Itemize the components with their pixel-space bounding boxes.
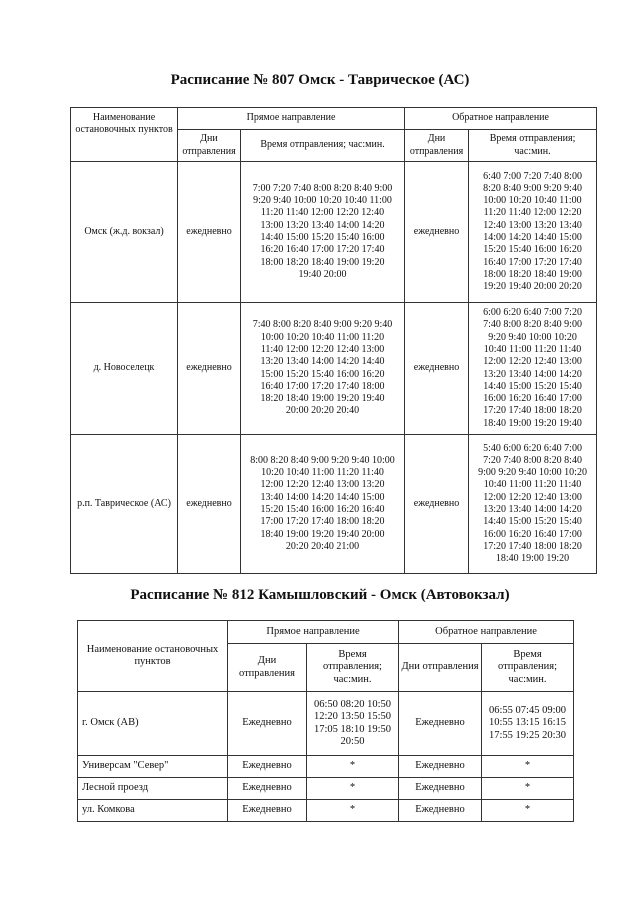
- forward-times: *: [307, 800, 399, 822]
- header-forward-time: Время отправления; час:мин.: [307, 644, 399, 692]
- stop-name: Лесной проезд: [78, 778, 228, 800]
- table-row: [71, 435, 597, 574]
- forward-days: Ежедневно: [228, 756, 307, 778]
- backward-days: ежедневно: [405, 435, 469, 574]
- schedule-807-title: Расписание № 807 Омск - Таврическое (АС): [170, 72, 470, 88]
- forward-days: ежедневно: [178, 162, 241, 303]
- forward-days: ежедневно: [178, 303, 241, 435]
- backward-days: Ежедневно: [399, 692, 482, 756]
- header-forward: Прямое направление: [228, 621, 399, 644]
- forward-days: Ежедневно: [228, 692, 307, 756]
- header-stop-names: Наименование остановочных пунктов: [71, 108, 178, 162]
- backward-times: *: [482, 778, 574, 800]
- header-backward-days: Дни отправления: [399, 644, 482, 692]
- header-backward: Обратное направление: [399, 621, 574, 644]
- backward-times: *: [482, 756, 574, 778]
- table-row: [71, 162, 597, 303]
- backward-days: Ежедневно: [399, 800, 482, 822]
- backward-days: ежедневно: [405, 162, 469, 303]
- stop-name: Омск (ж.д. вокзал): [71, 162, 178, 303]
- forward-times: *: [307, 778, 399, 800]
- backward-times: 6:00 6:20 6:40 7:00 7:20 7:40 8:00 8:20 8:40 9:00 9:20 9:40 10:00 10:20 10:40 11:00 11:20 11:40 12:00 12:20 12:40 13:00 13:20 13:40 14:00 14:20 14:40 15:00 15:20 15:40 16:00 16:20 16:40 17:00 17:20 17:40 18:00 18:20 18:40 19:00 19:20 19:40: [469, 303, 597, 435]
- stop-name: ул. Комкова: [78, 800, 228, 822]
- table-row: [71, 303, 597, 435]
- backward-times: 06:55 07:45 09:00 10:55 13:15 16:15 17:55 19:25 20:30: [482, 692, 574, 756]
- table-row: [78, 778, 574, 800]
- schedule-812-table: [77, 620, 574, 822]
- schedule-812-title: Расписание № 812 Камышловский - Омск (Автовокзал): [130, 587, 510, 603]
- forward-times: 8:00 8:20 8:40 9:00 9:20 9:40 10:00 10:20 10:40 11:00 11:20 11:40 12:00 12:20 12:40 13:00 13:20 13:40 14:00 14:20 14:40 15:00 15:20 15:40 16:00 16:20 16:40 17:00 17:20 17:40 18:00 18:20 18:40 19:00 19:20 19:40 20:00 20:20 20:40 21:00: [241, 435, 405, 574]
- backward-times: 6:40 7:00 7:20 7:40 8:00 8:20 8:40 9:00 9:20 9:40 10:00 10:20 10:40 11:00 11:20 11:40 12:00 12:20 12:40 13:00 13:20 13:40 14:00 14:20 14:40 15:00 15:20 15:40 16:00 16:20 16:40 17:00 17:20 17:40 18:00 18:20 18:40 19:00 19:20 19:40 20:00 20:20: [469, 162, 597, 303]
- backward-days: Ежедневно: [399, 778, 482, 800]
- header-forward-days: Дни отправления: [178, 130, 241, 162]
- schedule-807-table: [70, 107, 597, 574]
- table-row: [78, 800, 574, 822]
- stop-name: Универсам "Север": [78, 756, 228, 778]
- forward-times: 7:00 7:20 7:40 8:00 8:20 8:40 9:00 9:20 9:40 10:00 10:20 10:40 11:00 11:20 11:40 12:00 12:20 12:40 13:00 13:20 13:40 14:00 14:20 14:40 15:00 15:20 15:40 16:00 16:20 16:40 17:00 17:20 17:40 18:00 18:20 18:40 19:00 19:20 19:40 20:00: [241, 162, 405, 303]
- backward-times: 5:40 6:00 6:20 6:40 7:00 7:20 7:40 8:00 8:20 8:40 9:00 9:20 9:40 10:00 10:20 10:40 11:00 11:20 11:40 12:00 12:20 12:40 13:00 13:20 13:40 14:00 14:20 14:40 15:00 15:20 15:40 16:00 16:20 16:40 17:00 17:20 17:40 18:00 18:20 18:40 19:00 19:20: [469, 435, 597, 574]
- table-row: [78, 692, 574, 756]
- header-backward-time: Время отправления; час:мин.: [469, 130, 597, 162]
- header-backward-days: Дни отправления: [405, 130, 469, 162]
- stop-name: г. Омск (АВ): [78, 692, 228, 756]
- backward-days: ежедневно: [405, 303, 469, 435]
- header-backward-time: Время отправления; час:мин.: [482, 644, 574, 692]
- table-row: [78, 756, 574, 778]
- forward-times: 7:40 8:00 8:20 8:40 9:00 9:20 9:40 10:00 10:20 10:40 11:00 11:20 11:40 12:00 12:20 12:40 13:00 13:20 13:40 14:00 14:20 14:40 15:00 15:20 15:40 16:00 16:20 16:40 17:00 17:20 17:40 18:00 18:20 18:40 19:00 19:20 19:40 20:00 20:20 20:40: [241, 303, 405, 435]
- forward-times: 06:50 08:20 10:50 12:20 13:50 15:50 17:05 18:10 19:50 20:50: [307, 692, 399, 756]
- stop-name: р.п. Таврическое (АС): [71, 435, 178, 574]
- backward-times: *: [482, 800, 574, 822]
- header-forward-time: Время отправления; час:мин.: [241, 130, 405, 162]
- forward-times: *: [307, 756, 399, 778]
- forward-days: Ежедневно: [228, 778, 307, 800]
- stop-name: д. Новоселецк: [71, 303, 178, 435]
- header-forward: Прямое направление: [178, 108, 405, 130]
- forward-days: ежедневно: [178, 435, 241, 574]
- header-forward-days: Дни отправления: [228, 644, 307, 692]
- backward-days: Ежедневно: [399, 756, 482, 778]
- header-backward: Обратное направление: [405, 108, 597, 130]
- forward-days: Ежедневно: [228, 800, 307, 822]
- header-stop-names: Наименование остановочных пунктов: [78, 621, 228, 692]
